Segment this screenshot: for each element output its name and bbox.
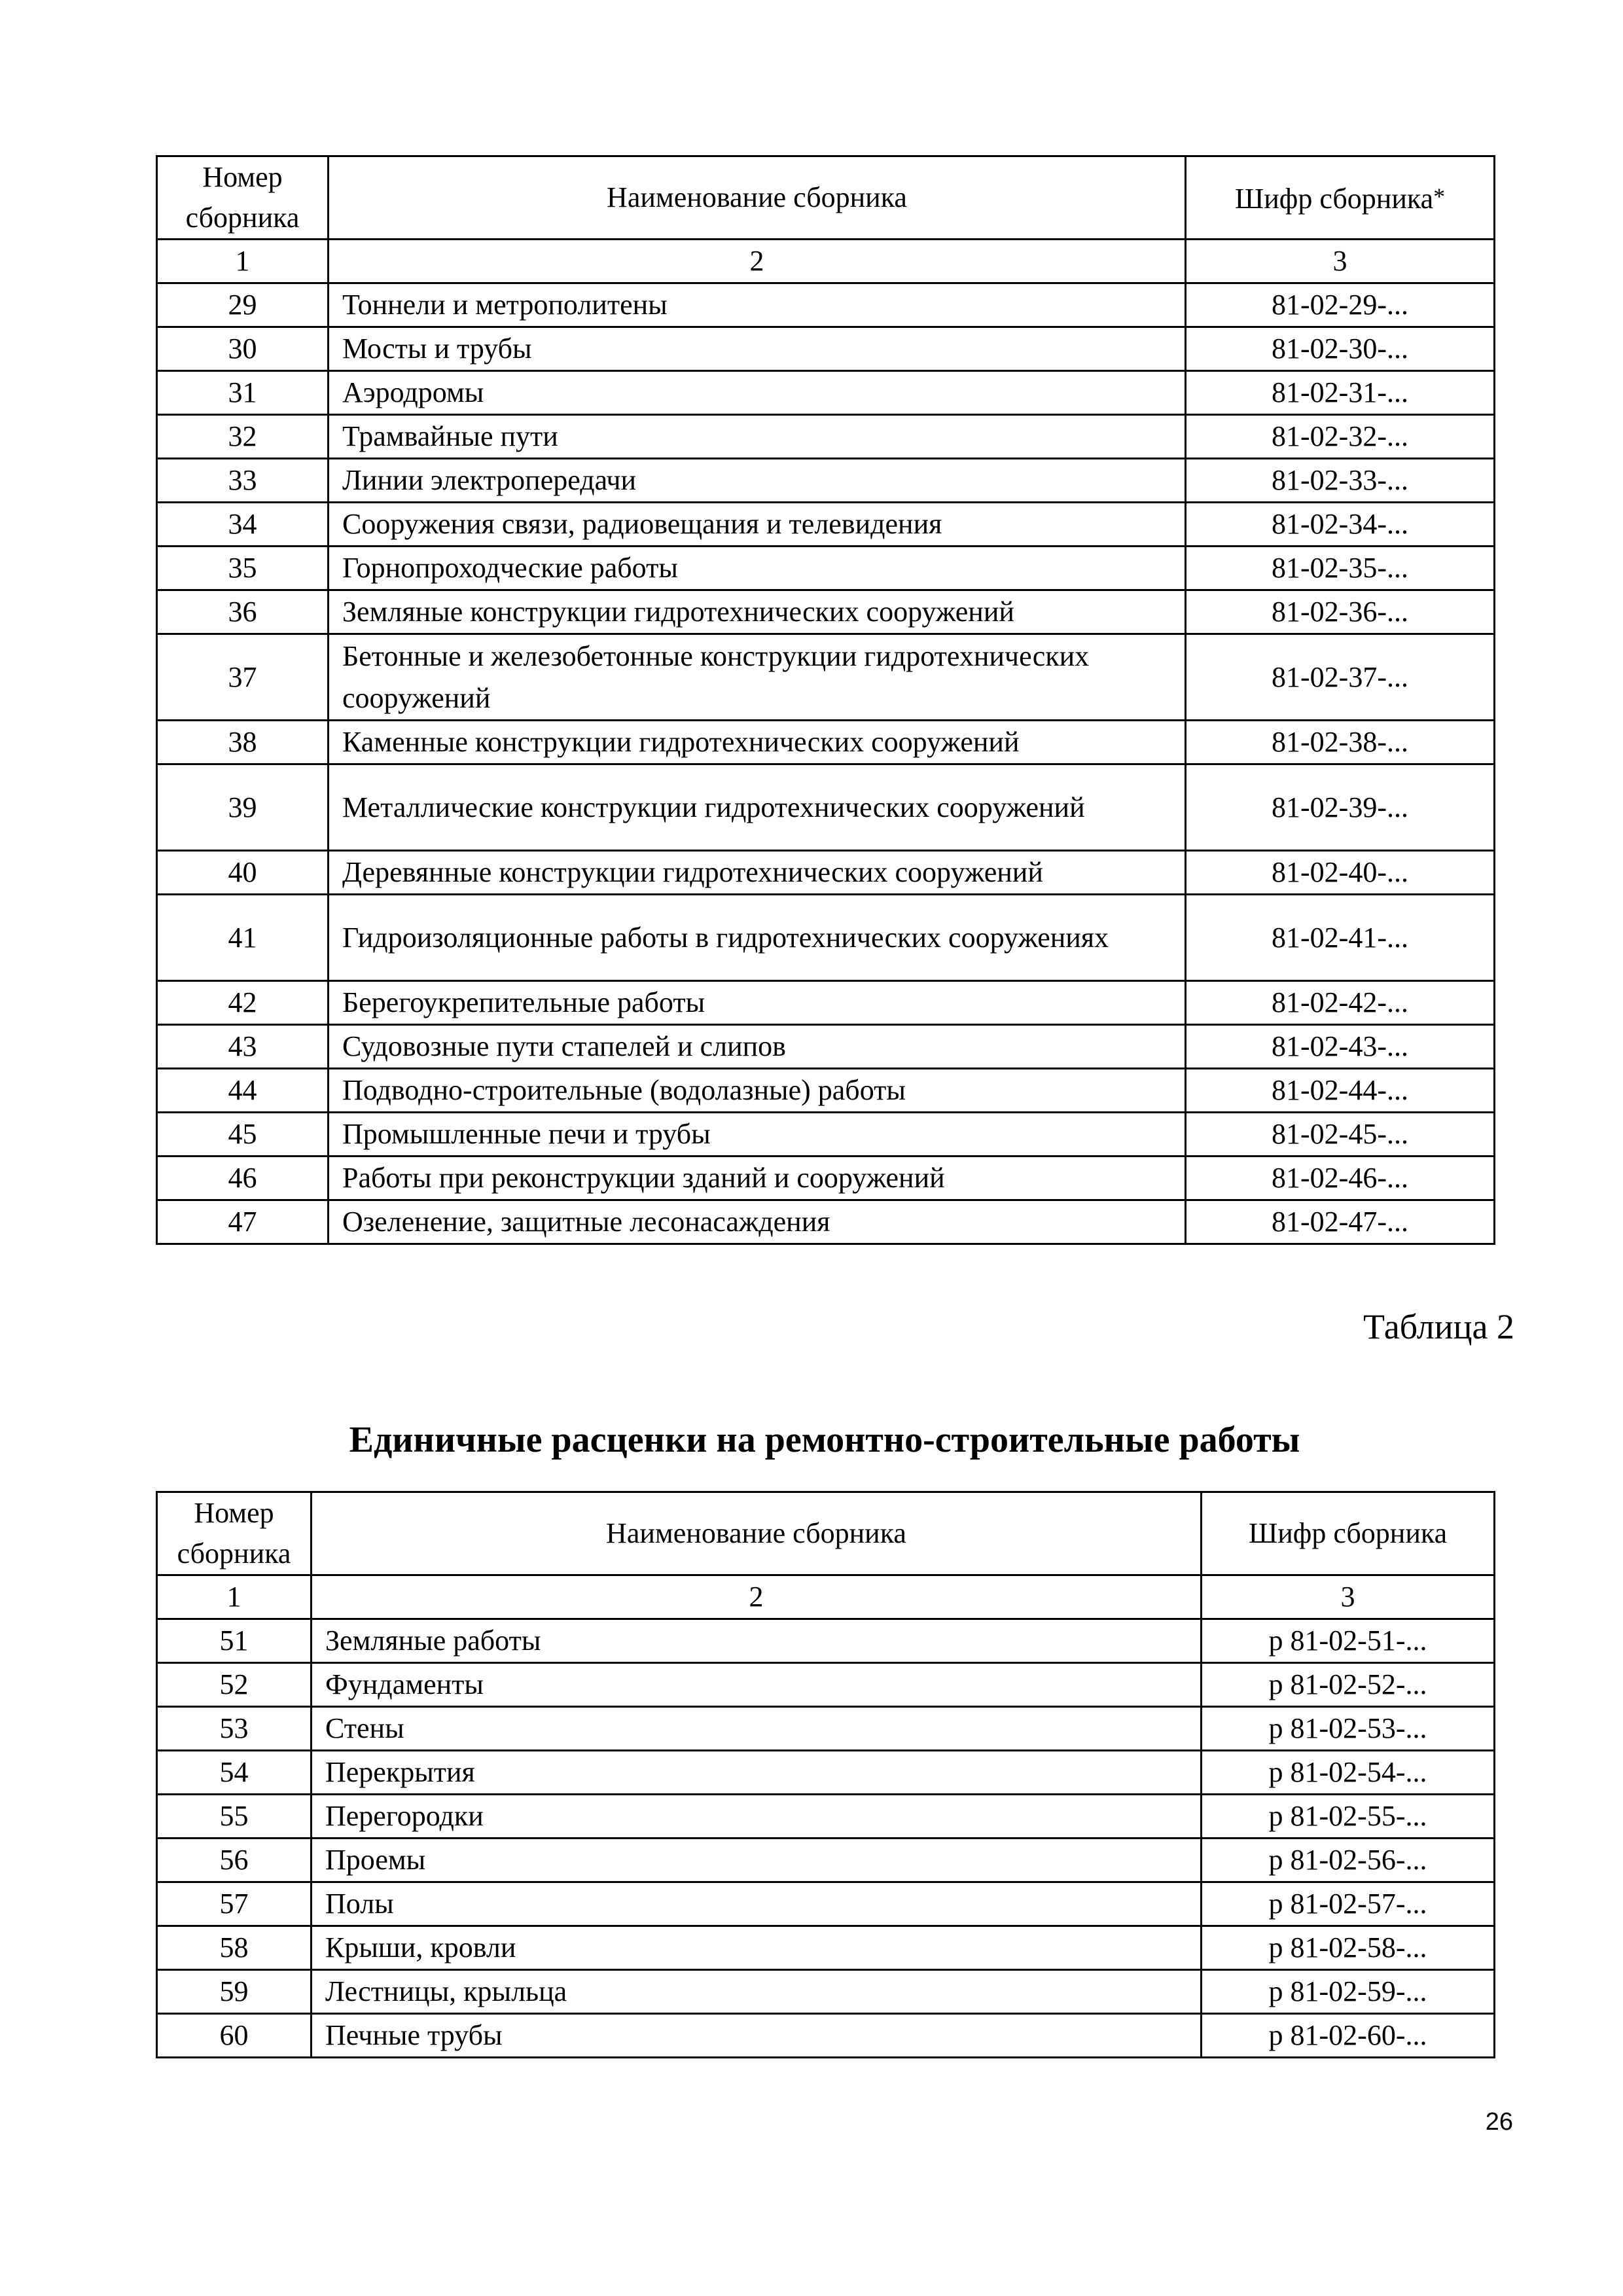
table-row	[157, 459, 1495, 503]
row-code: 81-02-46-...	[1186, 1157, 1495, 1200]
column-number-2: 2	[329, 240, 1186, 283]
table-row	[157, 764, 1495, 851]
header-name: Наименование сборника	[329, 156, 1186, 240]
table-row	[157, 895, 1495, 981]
row-number: 58	[157, 1926, 312, 1970]
table-row	[157, 590, 1495, 634]
row-name: Линии электропередачи	[329, 459, 1186, 503]
header-name: Наименование сборника	[312, 1492, 1202, 1575]
row-name: Берегоукрепительные работы	[329, 981, 1186, 1025]
row-code: 81-02-34-...	[1186, 503, 1495, 547]
row-code: 81-02-31-...	[1186, 371, 1495, 415]
row-name: Проемы	[312, 1839, 1202, 1882]
row-number: 40	[157, 851, 329, 895]
row-number: 32	[157, 415, 329, 459]
row-number: 54	[157, 1751, 312, 1795]
column-number-3: 3	[1186, 240, 1495, 283]
column-number-2: 2	[312, 1575, 1202, 1619]
row-number: 31	[157, 371, 329, 415]
column-number-row	[157, 1575, 1495, 1619]
header-number: Номер сборника	[157, 156, 329, 240]
row-name: Сооружения связи, радиовещания и телевидения	[329, 503, 1186, 547]
table-row	[157, 634, 1495, 721]
header-code-label: Шифр сборника	[1234, 183, 1434, 215]
table-row	[157, 327, 1495, 371]
row-name: Трамвайные пути	[329, 415, 1186, 459]
row-name: Гидроизоляционные работы в гидротехнических сооружениях	[329, 895, 1186, 981]
table-row	[157, 1839, 1495, 1882]
row-name: Мосты и трубы	[329, 327, 1186, 371]
row-name: Промышленные печи и трубы	[329, 1113, 1186, 1157]
table-row	[157, 851, 1495, 895]
row-number: 43	[157, 1025, 329, 1069]
row-code: р 81-02-58-...	[1202, 1926, 1495, 1970]
row-number: 44	[157, 1069, 329, 1113]
table-row	[157, 1882, 1495, 1926]
row-name: Стены	[312, 1707, 1202, 1751]
page-number: 26	[1485, 2108, 1513, 2136]
row-name: Работы при реконструкции зданий и сооружений	[329, 1157, 1186, 1200]
row-code: 81-02-38-...	[1186, 721, 1495, 764]
column-number-1: 1	[157, 240, 329, 283]
row-name: Перегородки	[312, 1795, 1202, 1839]
row-code: 81-02-43-...	[1186, 1025, 1495, 1069]
column-number-3: 3	[1202, 1575, 1495, 1619]
table-title: Единичные расценки на ремонтно-строительные работы	[349, 1420, 1300, 1460]
row-name: Судовозные пути стапелей и слипов	[329, 1025, 1186, 1069]
table-row	[157, 1025, 1495, 1069]
row-code: 81-02-36-...	[1186, 590, 1495, 634]
row-name: Каменные конструкции гидротехнических сооружений	[329, 721, 1186, 764]
row-number: 51	[157, 1619, 312, 1663]
table-row	[157, 283, 1495, 327]
row-number: 38	[157, 721, 329, 764]
header-code-footnote-mark: *	[1433, 183, 1446, 209]
table-row	[157, 1970, 1495, 2014]
row-code: р 81-02-51-...	[1202, 1619, 1495, 1663]
table2-body	[157, 1619, 1495, 2058]
row-code: 81-02-40-...	[1186, 851, 1495, 895]
table-row	[157, 1751, 1495, 1795]
row-name: Печные трубы	[312, 2014, 1202, 2058]
table-row	[157, 1707, 1495, 1751]
table-caption: Таблица 2	[1363, 1307, 1514, 1346]
row-name: Фундаменты	[312, 1663, 1202, 1707]
header-number: Номер сборника	[157, 1492, 312, 1575]
row-code: р 81-02-52-...	[1202, 1663, 1495, 1707]
table-row	[157, 2014, 1495, 2058]
row-name: Подводно-строительные (водолазные) работы	[329, 1069, 1186, 1113]
row-number: 46	[157, 1157, 329, 1200]
collections-table-2	[156, 1491, 1495, 2058]
row-name: Озеленение, защитные лесонасаждения	[329, 1200, 1186, 1244]
row-code: 81-02-30-...	[1186, 327, 1495, 371]
row-name: Тоннели и метрополитены	[329, 283, 1186, 327]
row-code: р 81-02-54-...	[1202, 1751, 1495, 1795]
row-number: 55	[157, 1795, 312, 1839]
row-code: р 81-02-59-...	[1202, 1970, 1495, 2014]
row-number: 34	[157, 503, 329, 547]
row-name: Бетонные и железобетонные конструкции гидротехнических сооружений	[329, 634, 1186, 721]
row-number: 41	[157, 895, 329, 981]
row-number: 36	[157, 590, 329, 634]
row-code: 81-02-29-...	[1186, 283, 1495, 327]
row-code: 81-02-44-...	[1186, 1069, 1495, 1113]
row-number: 57	[157, 1882, 312, 1926]
row-number: 53	[157, 1707, 312, 1751]
row-code: р 81-02-53-...	[1202, 1707, 1495, 1751]
column-number-1: 1	[157, 1575, 312, 1619]
row-code: р 81-02-55-...	[1202, 1795, 1495, 1839]
row-number: 37	[157, 634, 329, 721]
row-code: 81-02-39-...	[1186, 764, 1495, 851]
row-name: Горнопроходческие работы	[329, 547, 1186, 590]
table-row	[157, 1663, 1495, 1707]
table-row	[157, 503, 1495, 547]
table-row	[157, 547, 1495, 590]
row-number: 52	[157, 1663, 312, 1707]
row-code: 81-02-41-...	[1186, 895, 1495, 981]
table-row	[157, 415, 1495, 459]
table-row	[157, 1200, 1495, 1244]
row-name: Крыши, кровли	[312, 1926, 1202, 1970]
row-code: 81-02-37-...	[1186, 634, 1495, 721]
row-name: Металлические конструкции гидротехнических сооружений	[329, 764, 1186, 851]
table-row	[157, 721, 1495, 764]
table1-body	[157, 283, 1495, 1244]
table-row	[157, 1795, 1495, 1839]
table-row	[157, 1619, 1495, 1663]
row-name: Полы	[312, 1882, 1202, 1926]
row-code: 81-02-32-...	[1186, 415, 1495, 459]
row-number: 47	[157, 1200, 329, 1244]
row-number: 60	[157, 2014, 312, 2058]
table-row	[157, 371, 1495, 415]
row-number: 35	[157, 547, 329, 590]
row-number: 39	[157, 764, 329, 851]
row-code: 81-02-33-...	[1186, 459, 1495, 503]
row-number: 59	[157, 1970, 312, 2014]
row-number: 30	[157, 327, 329, 371]
row-name: Земляные работы	[312, 1619, 1202, 1663]
table-header-row	[157, 1492, 1495, 1575]
row-number: 45	[157, 1113, 329, 1157]
row-number: 33	[157, 459, 329, 503]
row-name: Деревянные конструкции гидротехнических сооружений	[329, 851, 1186, 895]
row-name: Аэродромы	[329, 371, 1186, 415]
row-number: 56	[157, 1839, 312, 1882]
table-row	[157, 1157, 1495, 1200]
column-number-row	[157, 240, 1495, 283]
table-row	[157, 1069, 1495, 1113]
table-row	[157, 1926, 1495, 1970]
row-code: р 81-02-60-...	[1202, 2014, 1495, 2058]
row-code: 81-02-45-...	[1186, 1113, 1495, 1157]
row-code: 81-02-35-...	[1186, 547, 1495, 590]
row-code: 81-02-42-...	[1186, 981, 1495, 1025]
row-name: Лестницы, крыльца	[312, 1970, 1202, 2014]
table-header-row	[157, 156, 1495, 240]
row-name: Земляные конструкции гидротехнических сооружений	[329, 590, 1186, 634]
row-code: 81-02-47-...	[1186, 1200, 1495, 1244]
header-code	[1186, 156, 1495, 240]
row-number: 29	[157, 283, 329, 327]
table-row	[157, 1113, 1495, 1157]
row-name: Перекрытия	[312, 1751, 1202, 1795]
row-code: р 81-02-56-...	[1202, 1839, 1495, 1882]
collections-table-1	[156, 155, 1495, 1245]
table-row	[157, 981, 1495, 1025]
row-code: р 81-02-57-...	[1202, 1882, 1495, 1926]
row-number: 42	[157, 981, 329, 1025]
header-code: Шифр сборника	[1202, 1492, 1495, 1575]
